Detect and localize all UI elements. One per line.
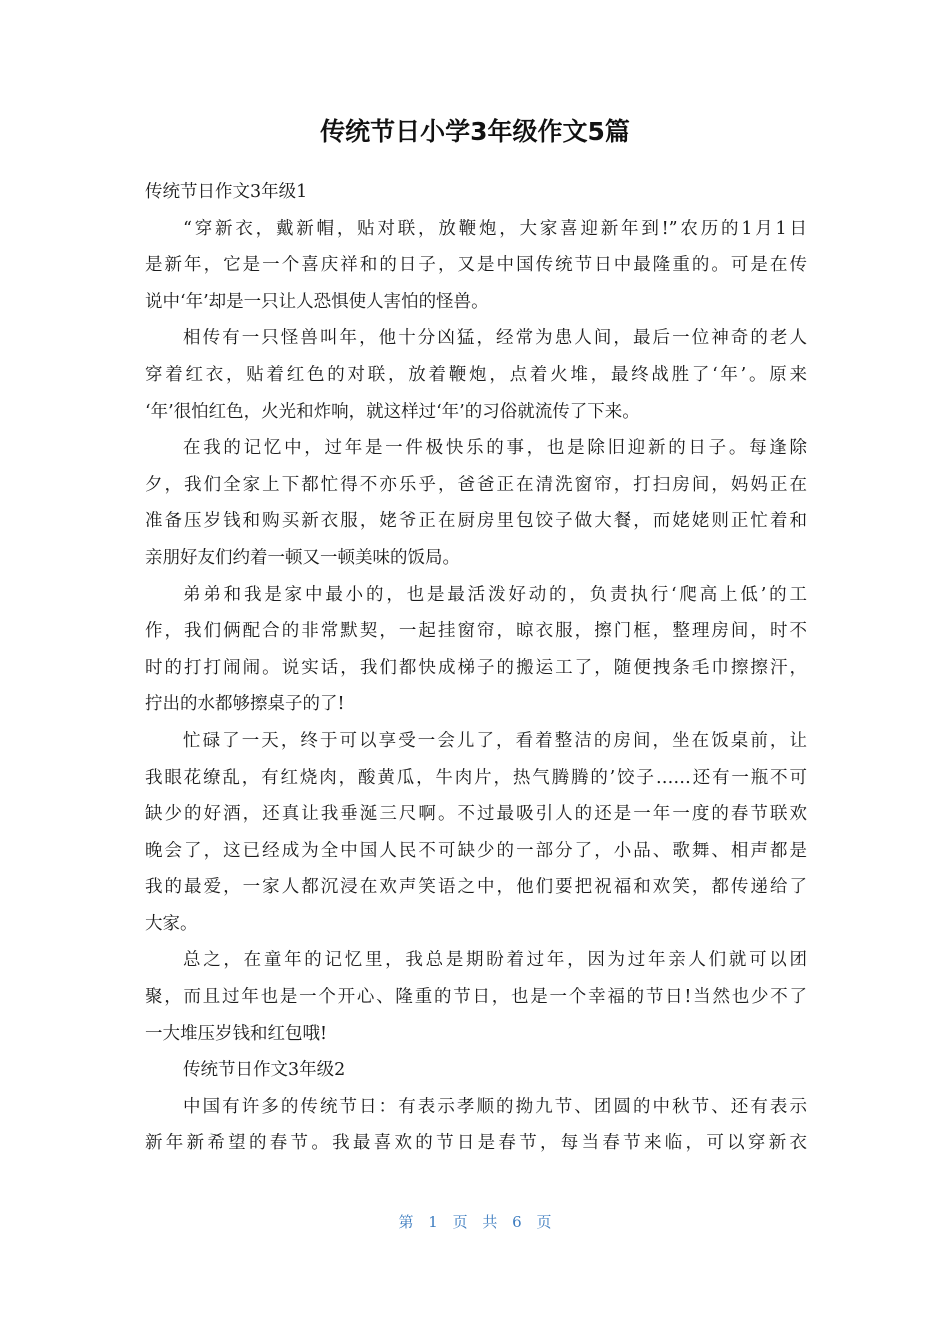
paragraph-line: 中国有许多的传统节日：有表示孝顺的拗九节、团圆的中秋节、还有表示 [183, 1096, 807, 1117]
paragraph-line: “穿新衣，戴新帽，贴对联，放鞭炮，大家喜迎新年到!”农历的1月1日 [183, 218, 807, 239]
paragraph-line: 总之，在童年的记忆里，我总是期盼着过年，因为过年亲人们就可以团 [183, 950, 807, 971]
paragraph-line: 缺少的好酒，还真让我垂涎三尺啊。不过最吸引人的还是一年一度的春节联欢 [145, 804, 807, 825]
section-heading: 传统节日作文3年级2 [183, 1060, 346, 1081]
paragraph-line: 我的最爱，一家人都沉浸在欢声笑语之中，他们要把祝福和欢笑，都传递给了 [145, 877, 807, 898]
document-body [145, 174, 807, 1162]
section-heading: 传统节日作文3年级1 [145, 182, 308, 202]
paragraph-line: 新年新希望的春节。我最喜欢的节日是春节，每当春节来临，可以穿新衣 [145, 1133, 807, 1154]
paragraph-line: 在我的记忆中，过年是一件极快乐的事，也是除旧迎新的日子。每逢除 [183, 438, 807, 459]
paragraph-line: 穿着红衣，贴着红色的对联，放着鞭炮，点着火堆，最终战胜了‘年’。原来 [145, 364, 807, 385]
paragraph-line: 时的打打闹闹。说实话，我们都快成梯子的搬运工了，随便拽条毛巾擦擦汗， [145, 657, 807, 678]
paragraph-line: 夕，我们全家上下都忙得不亦乐乎，爸爸正在清洗窗帘，打扫房间，妈妈正在 [145, 474, 807, 495]
paragraph-line: 是新年，它是一个喜庆祥和的日子，又是中国传统节日中最隆重的。可是在传 [145, 255, 807, 276]
paragraph-line: 作，我们俩配合的非常默契，一起挂窗帘，晾衣服，擦门框，整理房间，时不 [145, 621, 807, 642]
paragraph-line: 忙碌了一天，终于可以享受一会儿了，看着整洁的房间，坐在饭桌前，让 [183, 730, 807, 751]
paragraph-line: 准备压岁钱和购买新衣服，姥爷正在厨房里包饺子做大餐，而姥姥则正忙着和 [145, 511, 807, 532]
paragraph-line: 亲朋好友们约着一顿又一顿美味的饭局。 [145, 547, 460, 568]
page-footer: 第 1 页 共 6 页 [398, 1213, 552, 1231]
paragraph-line: 聚，而且过年也是一个开心、隆重的节日，也是一个幸福的节日!当然也少不了 [145, 987, 807, 1008]
paragraph-line: 我眼花缭乱，有红烧肉，酸黄瓜，牛肉片，热气腾腾的’饺子……还有一瓶不可 [145, 767, 807, 788]
paragraph-line: 大家。 [145, 913, 198, 934]
paragraph-line: 一大堆压岁钱和红包哦! [145, 1023, 328, 1044]
paragraph-line: 说中‘年’却是一只让人恐惧使人害怕的怪兽。 [145, 291, 489, 312]
paragraph-line: ‘年’很怕红色，火光和炸响，就这样过‘年’的习俗就流传了下来。 [145, 401, 640, 422]
paragraph-line: 相传有一只怪兽叫年，他十分凶猛，经常为患人间，最后一位神奇的老人 [183, 328, 807, 349]
paragraph-line: 弟弟和我是家中最小的，也是最活泼好动的，负责执行‘爬高上低’的工 [183, 584, 807, 605]
paragraph-line: 拧出的水都够擦桌子的了! [145, 694, 345, 715]
paragraph-line: 晚会了，这已经成为全中国人民不可缺少的一部分了，小品、歌舞、相声都是 [145, 840, 807, 861]
document-title: 传统节日小学3年级作文5篇 [320, 117, 630, 146]
